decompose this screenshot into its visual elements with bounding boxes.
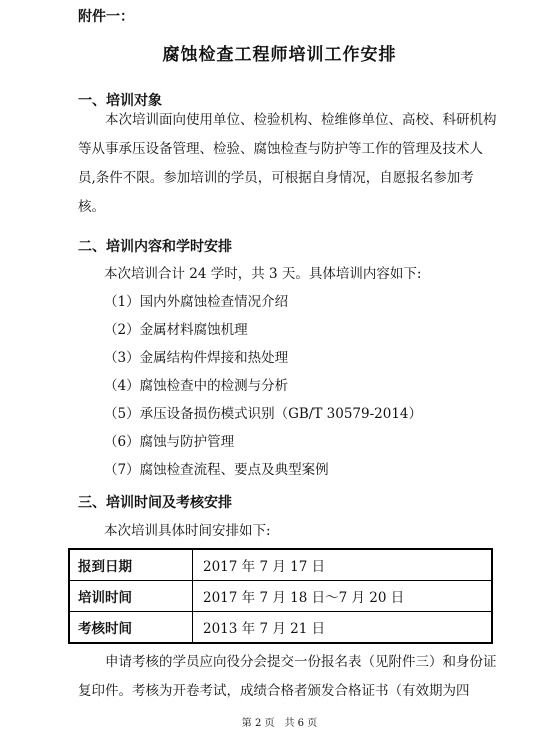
table-row — [69, 549, 492, 581]
schedule-label: 培训时间 — [69, 581, 193, 612]
attachment-label: 附件一： — [78, 9, 134, 25]
section3-intro: 本次培训具体时间安排如下: — [104, 523, 271, 539]
section1-paragraph: 本次培训面向使用单位、检验机构、检维修单位、高校、科研机构等从事承压设备管理、检验、腐蚀检查与防护等工作的管理及技术人员,条件不限。参加培训的学员，可根据自身情况，自愿报名参加考核。 — [78, 112, 497, 215]
schedule-value: 2017 年 7 月 18 日～7 月 20 日 — [193, 581, 493, 612]
section1-heading: 一、培训对象 — [78, 93, 162, 109]
content-item-2: （2）金属材料腐蚀机理 — [104, 322, 248, 338]
content-item-4: （4）腐蚀检查中的检测与分析 — [104, 378, 289, 394]
schedule-value: 2013 年 7 月 21 日 — [193, 612, 493, 644]
table-row — [69, 581, 492, 612]
table-row — [69, 612, 492, 644]
content-item-6: （6）腐蚀与防护管理 — [104, 434, 235, 450]
content-item-5: （5）承压设备损伤模式识别（GB/T 30579-2014） — [104, 406, 423, 422]
schedule-table — [68, 548, 493, 644]
section2-intro: 本次培训合计 24 学时，共 3 天。具体培训内容如下: — [104, 266, 422, 282]
page-footer: 第 2 页 共 6 页 — [241, 718, 318, 729]
schedule-label: 考核时间 — [69, 612, 193, 644]
section3-closing: 申请考核的学员应向役分会提交一份报名表（见附件三）和身份证复印件。考核为开卷考试，成绩合格者颁发合格证书（有效期为四 — [78, 654, 497, 699]
content-item-3: （3）金属结构件焊接和热处理 — [104, 350, 289, 366]
schedule-label: 报到日期 — [69, 549, 193, 581]
section3-heading: 三、培训时间及考核安排 — [78, 495, 232, 511]
content-item-1: （1）国内外腐蚀检查情况介绍 — [104, 294, 289, 310]
section2-heading: 二、培训内容和学时安排 — [78, 239, 232, 255]
document-title: 腐蚀检查工程师培训工作安排 — [162, 45, 397, 65]
schedule-value: 2017 年 7 月 17 日 — [193, 549, 493, 581]
content-item-7: （7）腐蚀检查流程、要点及典型案例 — [104, 462, 329, 478]
